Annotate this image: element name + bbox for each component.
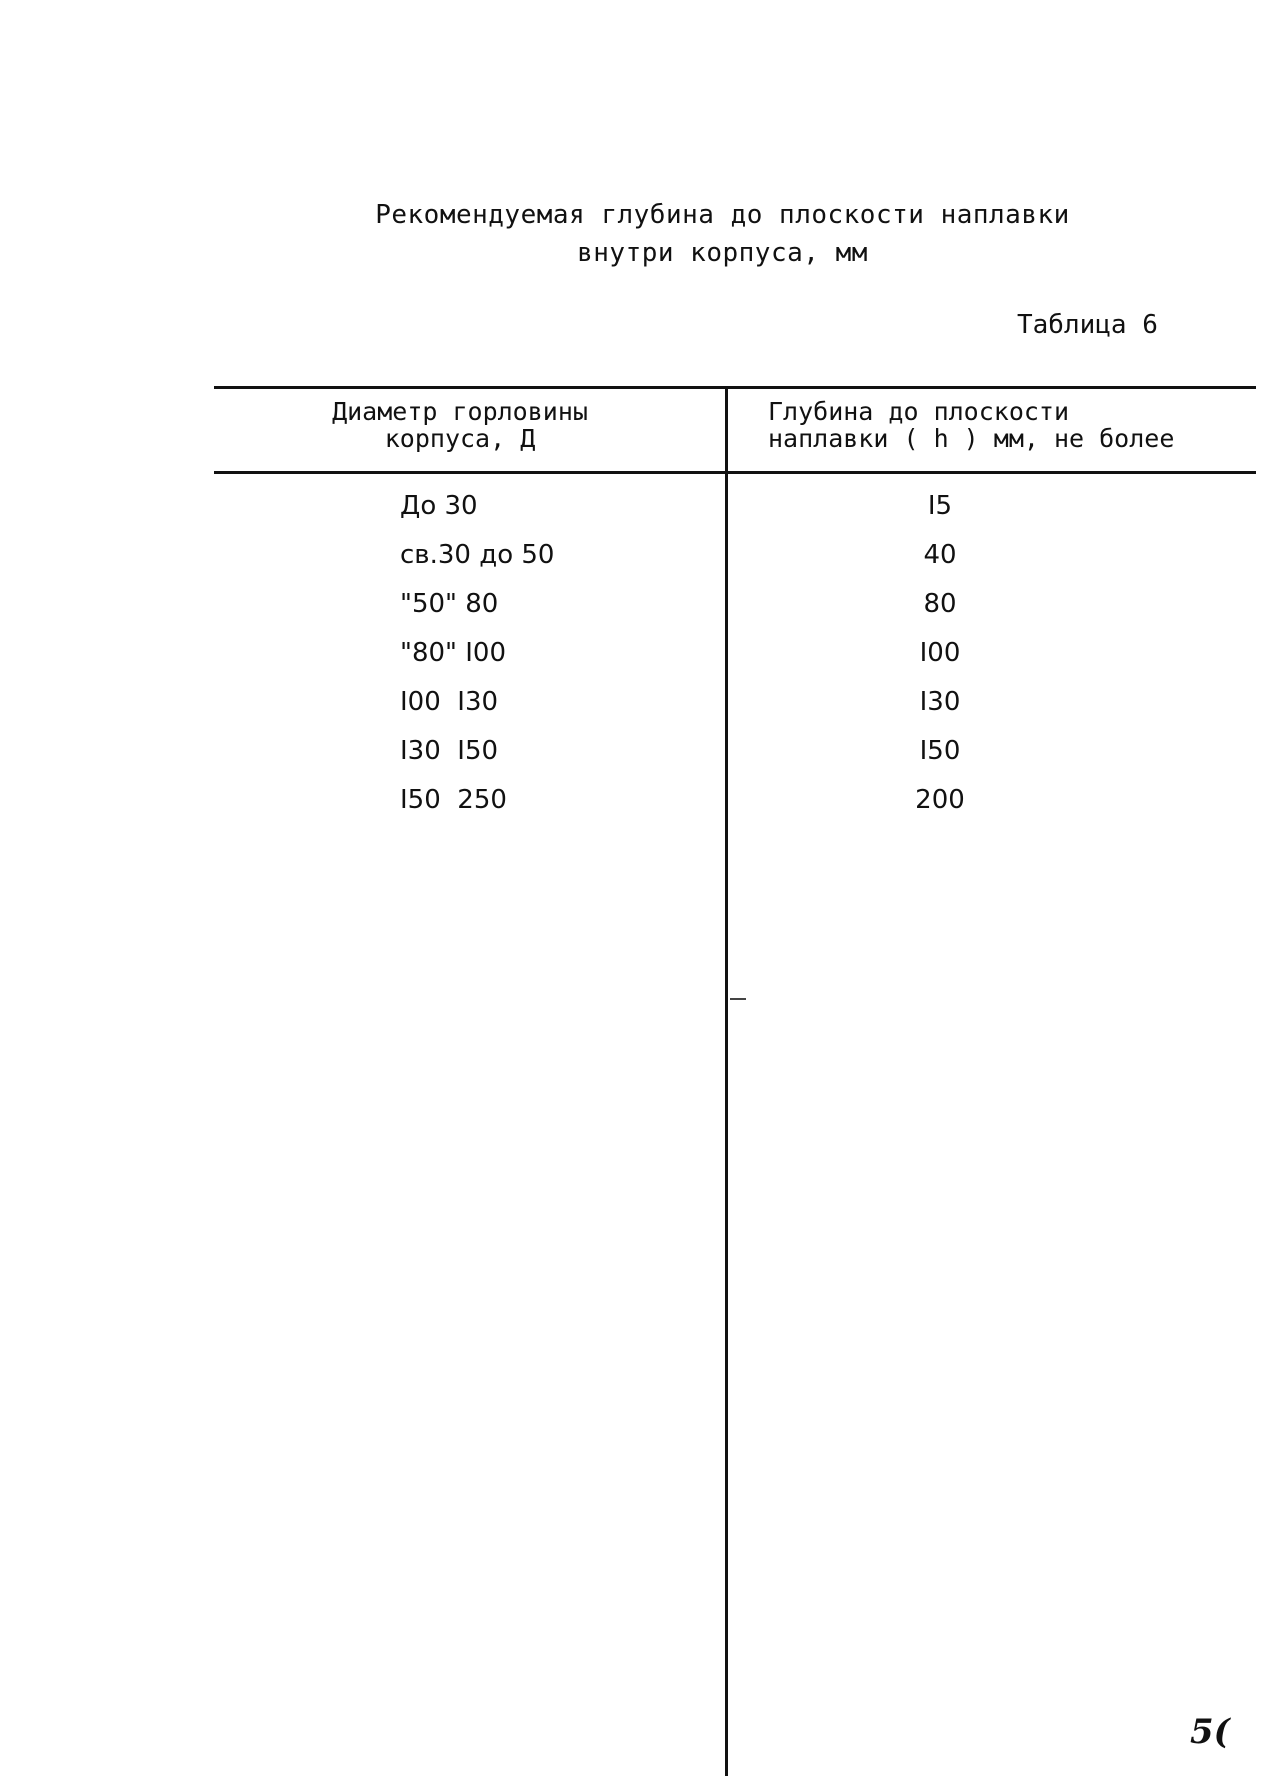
table-row — [214, 638, 1256, 687]
page-number: 5( — [1190, 1712, 1230, 1752]
cell-depth: I00 — [919, 638, 961, 668]
table-row — [214, 687, 1256, 736]
table-header-rule — [214, 471, 1256, 474]
cell-depth: 200 — [915, 785, 965, 815]
table-row — [214, 540, 1256, 589]
column-header-depth-line-2: наплавки ( h ) мм, не более — [768, 424, 1175, 453]
column-header-depth — [768, 398, 1188, 452]
table-row — [214, 785, 1256, 834]
cell-depth: 40 — [923, 540, 957, 570]
cell-depth: I5 — [927, 491, 953, 521]
column-header-depth-line-1: Глубина до плоскости — [768, 397, 1070, 426]
table-title-line-2: внутри корпуса, мм — [577, 238, 868, 268]
table-row — [214, 491, 1256, 540]
table-row — [214, 589, 1256, 638]
cell-depth: I50 — [919, 736, 961, 766]
cell-diameter: I30 I50 — [400, 736, 499, 766]
divider-tick-mark — [730, 998, 746, 1000]
cell-diameter: "80" I00 — [400, 638, 507, 668]
cell-diameter: св.30 до 50 — [400, 540, 555, 570]
table-title-line-1: Рекомендуемая глубина до плоскости наплавки — [375, 200, 1070, 230]
cell-depth: I30 — [919, 687, 961, 717]
column-header-diameter-line-2: корпуса, Д — [384, 424, 536, 453]
cell-diameter: I50 250 — [400, 785, 507, 815]
column-header-diameter-line-1: Диаметр горловины — [332, 397, 588, 426]
cell-diameter: I00 I30 — [400, 687, 499, 717]
cell-diameter: До 30 — [400, 491, 478, 521]
table-number-label: Таблица 6 — [1017, 310, 1158, 340]
table-top-rule — [214, 386, 1256, 389]
table-row — [214, 736, 1256, 785]
cell-diameter: "50" 80 — [400, 589, 499, 619]
column-header-diameter — [300, 398, 620, 452]
cell-depth: 80 — [923, 589, 957, 619]
